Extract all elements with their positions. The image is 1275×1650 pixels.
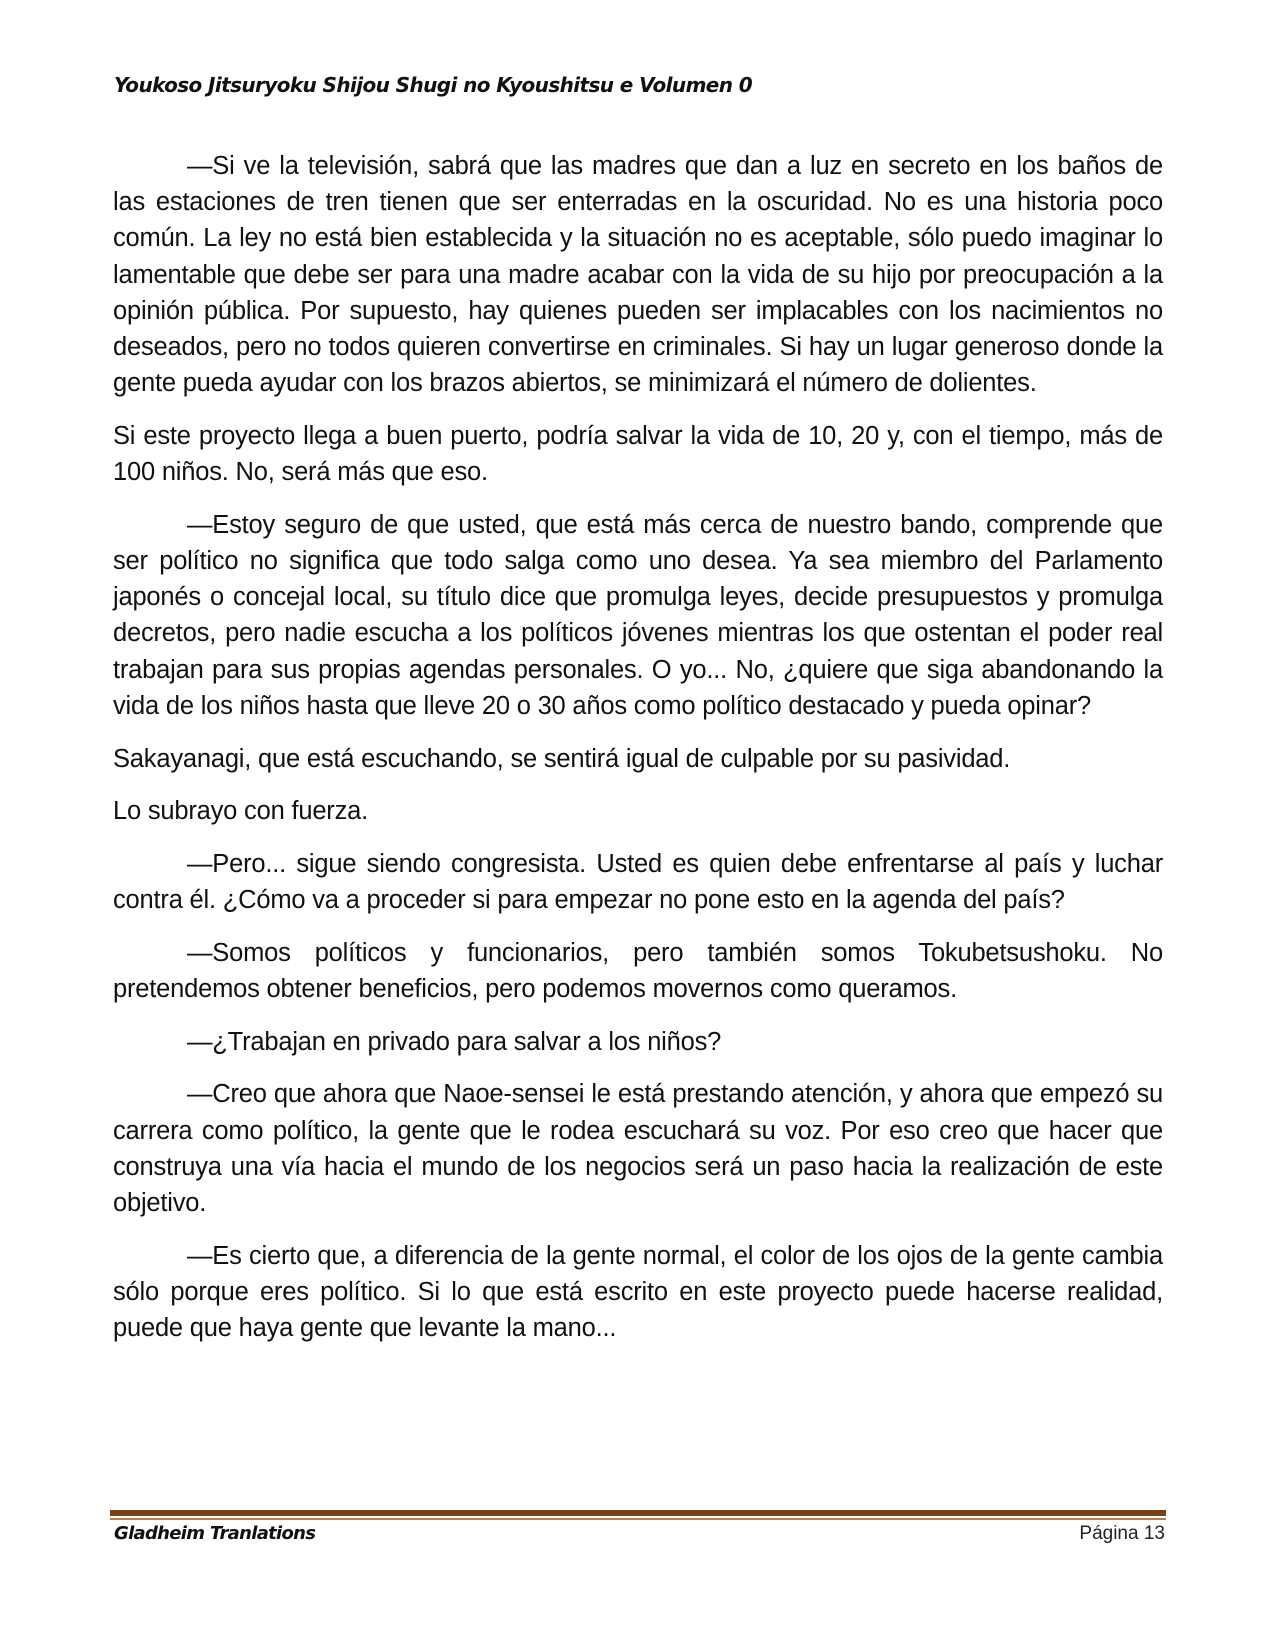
paragraph: —Pero... sigue siendo congresista. Usted es quien debe enfrentarse al país y luchar contra él. ¿Cómo va a proceder si para empezar no pone esto en la agenda del país? [113,849,1163,915]
page-label: Página [1079,1523,1139,1544]
footer-divider-thin [110,1518,1166,1520]
footer-divider-thick [110,1510,1166,1516]
running-header-title: Youkoso Jitsuryoku Shijou Shugi no Kyoushitsu e Volumen 0 [114,73,753,97]
paragraph: —Si ve la televisión, sabrá que las madres que dan a luz en secreto en los baños de las estaciones de tren tienen que ser enterradas en la oscuridad. No es una historia poco común. La ley no está bien establecida y la situación no es aceptable, sólo puedo imaginar lo lamentable que debe ser para una madre acabar con la vida de su hijo por preocupación a la opinión pública. Por supuesto, hay quienes pueden ser implacables con los nacimientos no deseados, pero no todos quieren convertirse en criminales. Si hay un lugar generoso donde la gente pueda ayudar con los brazos abiertos, se minimizará el número de dolientes. [113,152,1163,398]
paragraph: Lo subrayo con fuerza. [113,797,369,826]
page-number-label [1079,1523,1165,1545]
page-number: 13 [1143,1523,1165,1544]
paragraph: —Creo que ahora que Naoe-sensei le está prestando atención, y ahora que empezó su carrera como político, la gente que le rodea escuchará su voz. Por eso creo que hacer que construya una vía hacia el mundo de los negocios será un paso hacia la realización de este objetivo. [113,1080,1163,1218]
paragraph: —¿Trabajan en privado para salvar a los niños? [187,1027,722,1056]
paragraph: —Somos políticos y funcionarios, pero también somos Tokubetsushoku. No pretendemos obtener beneficios, pero podemos movernos como queramos. [113,938,1163,1004]
paragraph: Sakayanagi, que está escuchando, se sentirá igual de culpable por su pasividad. [113,744,1011,773]
paragraph: —Es cierto que, a diferencia de la gente normal, el color de los ojos de la gente cambia sólo porque eres político. Si lo que está escrito en este proyecto puede hacerse realidad, puede que haya gente que levante la mano... [113,1241,1163,1343]
paragraph: Si este proyecto llega a buen puerto, podría salvar la vida de 10, 20 y, con el tiempo, más de 100 niños. No, será más que eso. [113,421,1163,487]
paragraph: —Estoy seguro de que usted, que está más cerca de nuestro bando, comprende que ser político no significa que todo salga como uno desea. Ya sea miembro del Parlamento japonés o concejal local, su título dice que promulga leyes, decide presupuestos y promulga decretos, pero nadie escucha a los políticos jóvenes mientras los que ostentan el poder real trabajan para sus propias agendas personales. O yo... No, ¿quiere que siga abandonando la vida de los niños hasta que lleve 20 o 30 años como político destacado y pueda opinar? [113,510,1163,720]
document-body [113,148,1163,1363]
footer-credit: Gladheim Tranlations [114,1523,316,1544]
